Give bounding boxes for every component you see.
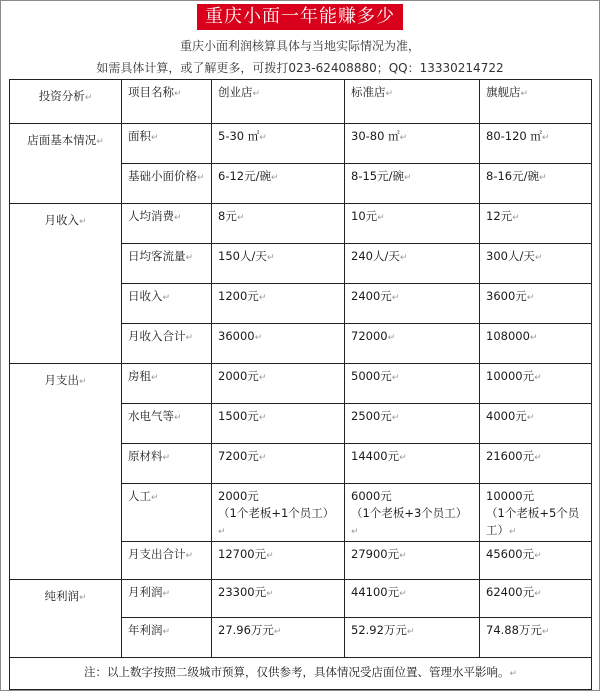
paragraph-mark-icon: ↵: [512, 213, 520, 223]
cell-value: 23300元: [218, 585, 267, 599]
paragraph-mark-icon: ↵: [151, 493, 159, 503]
paragraph-mark-icon: ↵: [534, 453, 542, 463]
cell-value: 44100元: [351, 585, 400, 599]
paragraph-mark-icon: ↵: [391, 373, 400, 383]
item-cell: [122, 364, 212, 404]
paragraph-mark-icon: ↵: [509, 527, 517, 537]
cell-value: 80-120 ㎡: [486, 129, 542, 143]
item-cell: [122, 204, 212, 244]
value-cell-flagship: [480, 124, 592, 164]
category-cell: [10, 364, 122, 580]
paragraph-mark-icon: ↵: [96, 137, 104, 147]
value-cell-startup: [212, 484, 345, 542]
cell-value: 27.96万元: [218, 623, 274, 637]
subtitle-line-2-contact: 如需具体计算，或了解更多，可拨打023-62408880；QQ：13330214722: [96, 61, 504, 75]
header: [1, 1, 599, 78]
cell-note: （1个老板+1个员工）: [218, 506, 335, 520]
item-cell: [122, 124, 212, 164]
paragraph-mark-icon: ↵: [84, 93, 93, 103]
value-cell-flagship: [480, 618, 592, 658]
value-cell-startup: [212, 124, 345, 164]
value-cell-startup: [212, 618, 345, 658]
paragraph-mark-icon: ↵: [174, 213, 182, 223]
value-cell-flagship: [480, 284, 592, 324]
category-label: 店面基本情况: [27, 133, 97, 147]
item-label: 年利润: [128, 623, 163, 637]
paragraph-mark-icon: ↵: [78, 593, 87, 603]
item-cell: [122, 164, 212, 204]
paragraph-mark-icon: ↵: [252, 89, 261, 99]
paragraph-mark-icon: ↵: [218, 527, 226, 537]
cell-value: 14400元: [351, 449, 400, 463]
item-label: 月利润: [128, 585, 163, 599]
paragraph-mark-icon: ↵: [236, 213, 245, 223]
item-cell: [122, 618, 212, 658]
cell-value: 8-16元/碗: [486, 169, 539, 183]
category-cell: [10, 580, 122, 658]
cell-value: 5-30 ㎡: [218, 129, 260, 143]
paragraph-mark-icon: ↵: [391, 293, 400, 303]
paragraph-mark-icon: ↵: [259, 133, 267, 143]
cell-value: 72000: [351, 329, 388, 343]
table-row: [10, 124, 592, 164]
cell-value: 3600元: [486, 289, 527, 303]
item-label: 基础小面价格: [128, 169, 197, 183]
cell-value: 62400元: [486, 585, 535, 599]
item-label: 日均客流量: [128, 249, 186, 263]
cell-value: 52.92万元: [351, 623, 407, 637]
header-cell-item: 项目名称↵: [122, 80, 212, 124]
value-cell-startup: [212, 580, 345, 618]
value-cell-standard: [345, 618, 480, 658]
paragraph-mark-icon: ↵: [399, 253, 408, 263]
cell-value: 45600元: [486, 547, 535, 561]
paragraph-mark-icon: ↵: [406, 627, 415, 637]
paragraph-mark-icon: ↵: [509, 669, 518, 679]
value-cell-startup: [212, 444, 345, 484]
value-cell-startup: [212, 324, 345, 364]
paragraph-mark-icon: ↵: [399, 551, 407, 561]
item-cell: [122, 542, 212, 580]
paragraph-mark-icon: ↵: [399, 589, 407, 599]
paragraph-mark-icon: ↵: [520, 89, 529, 99]
cell-value: 8元: [218, 209, 237, 223]
item-label: 日收入: [128, 289, 163, 303]
cell-value: 108000: [486, 329, 530, 343]
item-label: 面积: [128, 129, 151, 143]
paragraph-mark-icon: ↵: [258, 293, 267, 303]
paragraph-mark-icon: ↵: [391, 413, 400, 423]
value-cell-startup: [212, 284, 345, 324]
paragraph-mark-icon: ↵: [534, 551, 542, 561]
value-cell-startup: [212, 404, 345, 444]
cell-value: 27900元: [351, 547, 400, 561]
item-label: 人工: [128, 489, 151, 503]
value-cell-flagship: [480, 364, 592, 404]
paragraph-mark-icon: ↵: [534, 373, 542, 383]
paragraph-mark-icon: ↵: [270, 173, 279, 183]
item-label: 水电气等: [128, 409, 174, 423]
table-header-row: [10, 80, 592, 124]
item-cell: [122, 404, 212, 444]
item-cell: [122, 580, 212, 618]
paragraph-mark-icon: ↵: [185, 551, 194, 561]
page-title: 重庆小面一年能赚多少: [197, 4, 403, 30]
value-cell-standard: [345, 580, 480, 618]
value-cell-standard: [345, 164, 480, 204]
footnote-row: [10, 658, 592, 690]
cell-value: 2500元: [351, 409, 392, 423]
cell-value: 6000元: [351, 489, 392, 503]
cell-value: 1500元: [218, 409, 259, 423]
paragraph-mark-icon: ↵: [162, 589, 171, 599]
value-cell-standard: [345, 244, 480, 284]
item-cell: [122, 244, 212, 284]
paragraph-mark-icon: ↵: [541, 133, 550, 143]
table-row: [10, 580, 592, 618]
item-label: 原材料: [128, 449, 163, 463]
paragraph-mark-icon: ↵: [387, 333, 396, 343]
paragraph-mark-icon: ↵: [78, 377, 87, 387]
cell-value: 8-15元/碗: [351, 169, 404, 183]
header-cell-analysis: 投资分析↵: [10, 80, 122, 124]
cell-value: 30-80 ㎡: [351, 129, 400, 143]
table-row: [10, 364, 592, 404]
category-cell: [10, 124, 122, 204]
value-cell-flagship: [480, 164, 592, 204]
cell-value: 4000元: [486, 409, 527, 423]
value-cell-flagship: [480, 204, 592, 244]
item-label: 人均消费: [128, 209, 174, 223]
paragraph-mark-icon: ↵: [162, 627, 171, 637]
category-label: 纯利润: [44, 589, 79, 603]
item-cell: [122, 444, 212, 484]
header-cell-flagship: 旗舰店↵: [480, 80, 592, 124]
paragraph-mark-icon: ↵: [197, 173, 205, 183]
paragraph-mark-icon: ↵: [526, 413, 535, 423]
cell-value: 12元: [486, 209, 513, 223]
item-cell: [122, 284, 212, 324]
paragraph-mark-icon: ↵: [266, 551, 274, 561]
paragraph-mark-icon: ↵: [258, 453, 267, 463]
value-cell-standard: [345, 542, 480, 580]
paragraph-mark-icon: ↵: [266, 253, 275, 263]
header-cell-startup: 创业店↵: [212, 80, 345, 124]
cell-value: 21600元: [486, 449, 535, 463]
category-cell: [10, 204, 122, 364]
table-row: [10, 204, 592, 244]
category-label: 月支出: [44, 373, 79, 387]
footnote-cell: [10, 658, 592, 690]
paragraph-mark-icon: ↵: [151, 133, 159, 143]
value-cell-startup: [212, 364, 345, 404]
value-cell-standard: [345, 204, 480, 244]
cell-value: 2400元: [351, 289, 392, 303]
cell-value: 2000元: [218, 369, 259, 383]
paragraph-mark-icon: ↵: [78, 217, 87, 227]
paragraph-mark-icon: ↵: [534, 589, 542, 599]
value-cell-flagship: [480, 324, 592, 364]
cell-value: 10000元: [486, 489, 535, 503]
paragraph-mark-icon: ↵: [529, 333, 538, 343]
paragraph-mark-icon: ↵: [185, 253, 194, 263]
cell-value: 36000: [218, 329, 255, 343]
cell-value: 12700元: [218, 547, 267, 561]
item-label: 月支出合计: [128, 547, 186, 561]
value-cell-startup: [212, 244, 345, 284]
paragraph-mark-icon: ↵: [351, 527, 359, 537]
item-cell: [122, 324, 212, 364]
value-cell-standard: [345, 284, 480, 324]
paragraph-mark-icon: ↵: [541, 627, 550, 637]
value-cell-standard: [345, 124, 480, 164]
value-cell-flagship: [480, 580, 592, 618]
paragraph-mark-icon: ↵: [399, 133, 408, 143]
value-cell-flagship: [480, 404, 592, 444]
value-cell-standard: [345, 324, 480, 364]
paragraph-mark-icon: ↵: [538, 173, 547, 183]
value-cell-startup: [212, 542, 345, 580]
item-label: 房租: [128, 369, 151, 383]
paragraph-mark-icon: ↵: [254, 333, 263, 343]
footnote-text: 注：以上数字按照二级城市预算，仅供参考，具体情况受店面位置、管理水平影响。: [83, 665, 510, 679]
paragraph-mark-icon: ↵: [185, 333, 194, 343]
paragraph-mark-icon: ↵: [526, 293, 535, 303]
value-cell-standard: [345, 364, 480, 404]
cell-value: 6-12元/碗: [218, 169, 271, 183]
paragraph-mark-icon: ↵: [273, 627, 282, 637]
paragraph-mark-icon: ↵: [403, 173, 412, 183]
paragraph-mark-icon: ↵: [534, 253, 543, 263]
paragraph-mark-icon: ↵: [174, 413, 182, 423]
cell-value: 240人/天: [351, 249, 400, 263]
value-cell-flagship: [480, 244, 592, 284]
cell-value: 150人/天: [218, 249, 267, 263]
value-cell-standard: [345, 444, 480, 484]
value-cell-standard: [345, 484, 480, 542]
cell-note: （1个老板+3个员工）: [351, 506, 468, 520]
value-cell-flagship: [480, 484, 592, 542]
cell-value: 10元: [351, 209, 378, 223]
profit-table: [9, 79, 592, 690]
value-cell-standard: [345, 404, 480, 444]
cell-note: （1个老板+5个员工）: [486, 506, 580, 537]
paragraph-mark-icon: ↵: [162, 293, 171, 303]
cell-value: 1200元: [218, 289, 259, 303]
cell-value: 2000元: [218, 489, 259, 503]
cell-value: 7200元: [218, 449, 259, 463]
paragraph-mark-icon: ↵: [377, 213, 385, 223]
header-cell-standard: 标准店↵: [345, 80, 480, 124]
paragraph-mark-icon: ↵: [162, 453, 171, 463]
item-cell: [122, 484, 212, 542]
cell-value: 300人/天: [486, 249, 535, 263]
category-label: 月收入: [44, 213, 79, 227]
cell-value: 10000元: [486, 369, 535, 383]
paragraph-mark-icon: ↵: [258, 373, 267, 383]
value-cell-flagship: [480, 542, 592, 580]
value-cell-flagship: [480, 444, 592, 484]
cell-value: 74.88万元: [486, 623, 542, 637]
paragraph-mark-icon: ↵: [151, 373, 159, 383]
paragraph-mark-icon: ↵: [174, 89, 182, 99]
paragraph-mark-icon: ↵: [258, 413, 267, 423]
paragraph-mark-icon: ↵: [385, 89, 394, 99]
paragraph-mark-icon: ↵: [266, 589, 274, 599]
paragraph-mark-icon: ↵: [399, 453, 407, 463]
subtitle-line-1: 重庆小面利润核算具体与当地实际情况为准，: [179, 39, 420, 53]
cell-value: 5000元: [351, 369, 392, 383]
value-cell-startup: [212, 164, 345, 204]
value-cell-startup: [212, 204, 345, 244]
item-label: 月收入合计: [128, 329, 186, 343]
